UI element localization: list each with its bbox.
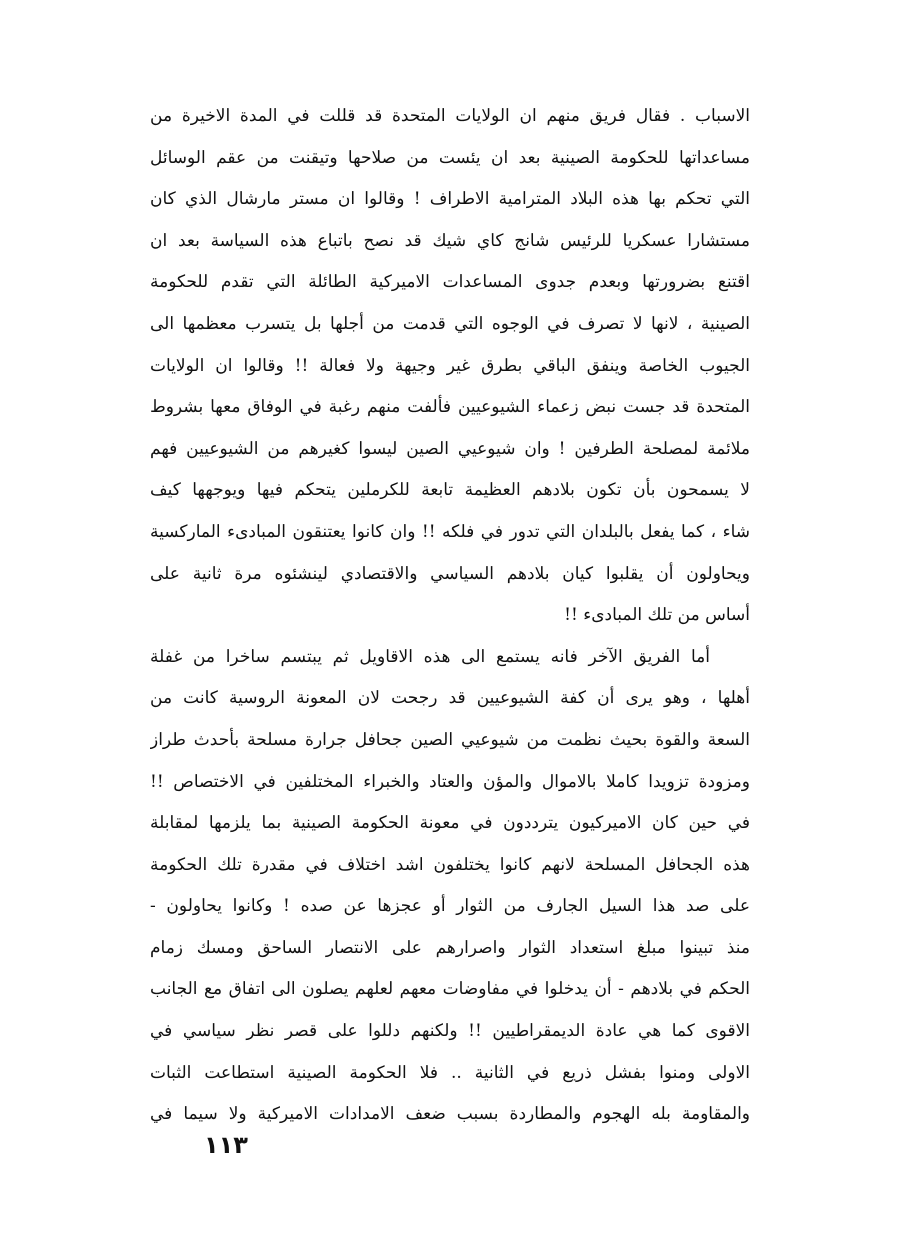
text-line-1: الاسباب . فقال فريق منهم ان الولايات المتحدة قد قللت في المدة الاخيرة من <box>150 106 750 126</box>
text-line-10: لا يسمحون بأن تكون بلادهم العظيمة تابعة للكرملين يتحكم فيها ويوجهها كيف <box>150 480 750 501</box>
text-line-15: أهلها ، وهو يرى أن كفة الشيوعيين قد رجحت لان المعونة الروسية كانت من <box>150 688 750 709</box>
page-number: ١١٣ <box>204 1131 248 1159</box>
text-line-20: على صد هذا السيل الجارف من الثوار أو عجزها عن صده ! وكانوا يحاولون - <box>150 896 750 917</box>
text-line-9: ملائمة لمصلحة الطرفين ! وان شيوعيي الصين ليسوا كغيرهم من الشيوعيين فهم <box>150 438 750 459</box>
text-line-22: الحكم في بلادهم - أن يدخلوا في مفاوضات معهم لعلهم يصلون الى اتفاق مع الجانب <box>150 979 750 1000</box>
text-line-4: مستشارا عسكريا للرئيس شانج كاي شيك قد نصح باتباع هذه السياسة بعد ان <box>150 230 750 251</box>
text-line-3: التي تحكم بها هذه البلاد المترامية الاطراف ! وقالوا ان مستر مارشال الذي كان <box>150 189 750 210</box>
text-line-8: المتحدة قد جست نبض زعماء الشيوعيين فألفت منهم رغبة في الوفاق معها بشروط <box>150 397 750 418</box>
text-line-24: الاولى ومنوا بفشل ذريع في الثانية .. فلا الحكومة الصينية استطاعت الثبات <box>150 1062 750 1083</box>
text-line-19: هذه الجحافل المسلحة لانهم كانوا يختلفون اشد اختلاف في مقدرة تلك الحكومة <box>150 854 750 875</box>
text-line-5: اقتنع بضرورتها وبعدم جدوى المساعدات الاميركية الطائلة التي تقدم للحكومة <box>150 272 750 293</box>
text-line-2: مساعداتها للحكومة الصينية بعد ان يئست من صلاحها وتيقنت من عقم الوسائل <box>150 147 750 168</box>
text-line-18: في حين كان الاميركيون يترددون في معونة الحكومة الصينية بما يلزمها لمقابلة <box>150 813 750 834</box>
text-line-7: الجيوب الخاصة وينفق الباقي بطرق غير وجيهة ولا فعالة !! وقالوا ان الولايات <box>150 355 750 376</box>
text-line-12: ويحاولون أن يقلبوا كيان بلادهم السياسي والاقتصادي لينشئوه مرة ثانية على <box>150 563 750 584</box>
text-line-17: ومزودة تزويدا كاملا بالاموال والمؤن والعتاد والخبراء المختلفين في الاختصاص !! <box>150 771 750 792</box>
text-line-21: منذ تبينوا مبلغ استعداد الثوار واصرارهم على الانتصار الساحق ومسك زمام <box>150 937 750 958</box>
text-line-16: السعة والقوة بحيث نظمت من شيوعيي الصين جحافل جرارة مسلحة بأحدث طراز <box>150 729 750 750</box>
body-text <box>150 96 750 1136</box>
text-line-13: أساس من تلك المبادىء !! <box>564 605 750 626</box>
text-line-11: شاء ، كما يفعل بالبلدان التي تدور في فلكه !! وان كانوا يعتنقون المبادىء الماركسية <box>150 521 750 542</box>
text-line-14: أما الفريق الآخر فانه يستمع الى هذه الاقاويل ثم يبتسم ساخرا من غفلة <box>150 646 710 667</box>
text-line-6: الصينية ، لانها لا تصرف في الوجوه التي قدمت من أجلها بل يتسرب معظمها الى <box>150 313 750 334</box>
text-line-23: الاقوى كما هي عادة الديمقراطيين !! ولكنهم دللوا على قصر نظر سياسي في <box>150 1021 750 1042</box>
text-line-25: والمقاومة بله الهجوم والمطاردة بسبب ضعف الامدادات الاميركية ولا سيما في <box>150 1104 750 1125</box>
